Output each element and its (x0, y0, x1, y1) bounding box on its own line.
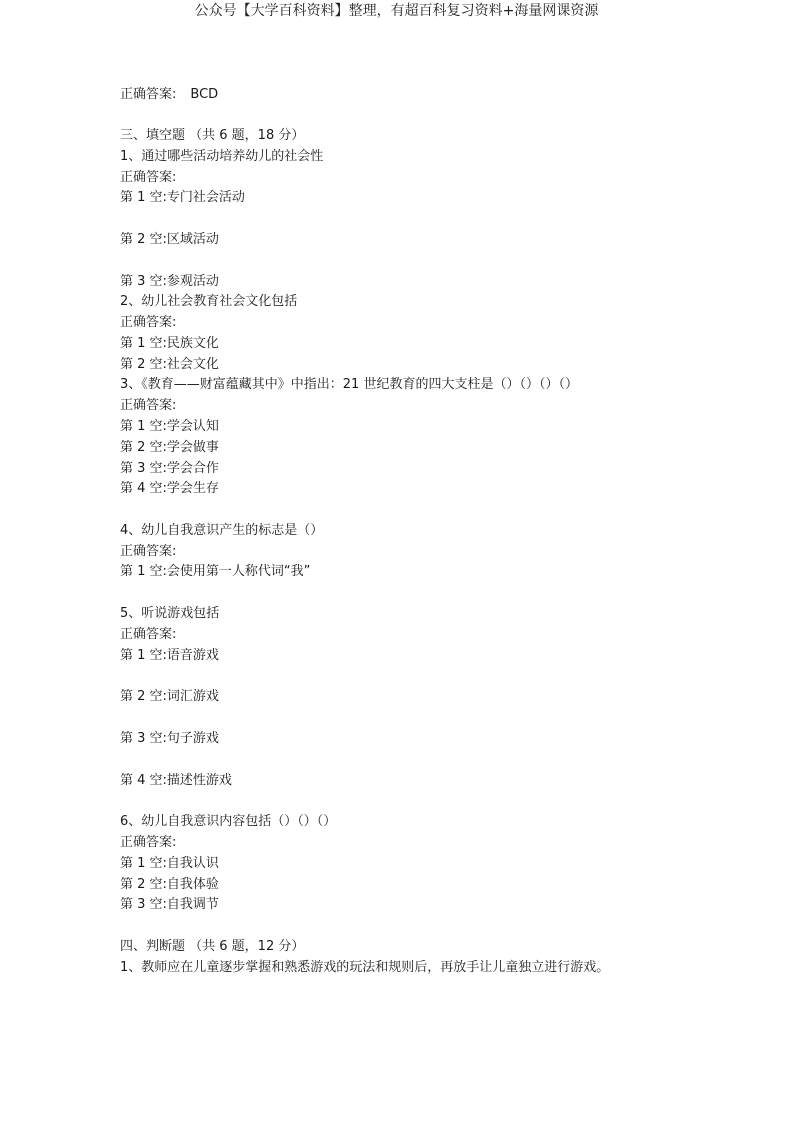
answer-label: 正确答案: (120, 315, 177, 330)
blank-answer: 第 2 空:社会文化 (120, 357, 219, 372)
question-text: 2、幼儿社会教育社会文化包括 (120, 294, 298, 309)
question-text: 6、幼儿自我意识内容包括（）（）（） (120, 814, 337, 829)
blank-answer: 第 1 空:语音游戏 (120, 648, 219, 663)
blank-answer: 第 3 空:句子游戏 (120, 731, 219, 746)
blank-answer: 第 2 空:词汇游戏 (120, 689, 219, 704)
answer-value: BCD (190, 87, 219, 102)
blank-answer: 第 4 空:学会生存 (120, 481, 219, 496)
answer-label: 正确答案: (120, 398, 177, 413)
blank-answer: 第 3 空:学会合作 (120, 461, 219, 476)
section-title: 四、判断题 （共 6 题，12 分） (120, 939, 305, 954)
blank-answer: 第 4 空:描述性游戏 (120, 773, 232, 788)
answer-label: 正确答案: (120, 170, 177, 185)
blank-answer: 第 3 空:参观活动 (120, 274, 219, 289)
question-text: 5、听说游戏包括 (120, 606, 220, 621)
answer-label: 正确答案: (120, 627, 177, 642)
blank-answer: 第 2 空:自我体验 (120, 877, 219, 892)
blank-answer: 第 2 空:区域活动 (120, 232, 219, 247)
blank-answer: 第 2 空:学会做事 (120, 440, 219, 455)
previous-answer-line (120, 85, 218, 105)
answer-label: 正确答案: (120, 544, 177, 559)
question-text: 3、《教育——财富蕴藏其中》中指出：21 世纪教育的四大支柱是（）（）（）（） (120, 377, 578, 392)
blank-answer: 第 1 空:自我认识 (120, 856, 219, 871)
blank-answer: 第 1 空:专门社会活动 (120, 190, 245, 205)
question-text: 4、幼儿自我意识产生的标志是（） (120, 523, 324, 538)
blank-answer: 第 3 空:自我调节 (120, 897, 219, 912)
page-header: 公众号【大学百科资料】整理，有超百科复习资料+海量网课资源 (194, 3, 599, 19)
answer-label: 正确答案: (120, 835, 177, 850)
answer-label: 正确答案: (120, 87, 177, 102)
question-text: 1、通过哪些活动培养幼儿的社会性 (120, 149, 324, 164)
blank-answer: 第 1 空:会使用第一人称代词“我” (120, 564, 311, 579)
blank-answer: 第 1 空:学会认知 (120, 419, 219, 434)
question-text: 1、教师应在儿童逐步掌握和熟悉游戏的玩法和规则后，再放手让儿童独立进行游戏。 (120, 960, 610, 975)
section-title: 三、填空题 （共 6 题，18 分） (120, 128, 305, 143)
blank-answer: 第 1 空:民族文化 (120, 336, 219, 351)
